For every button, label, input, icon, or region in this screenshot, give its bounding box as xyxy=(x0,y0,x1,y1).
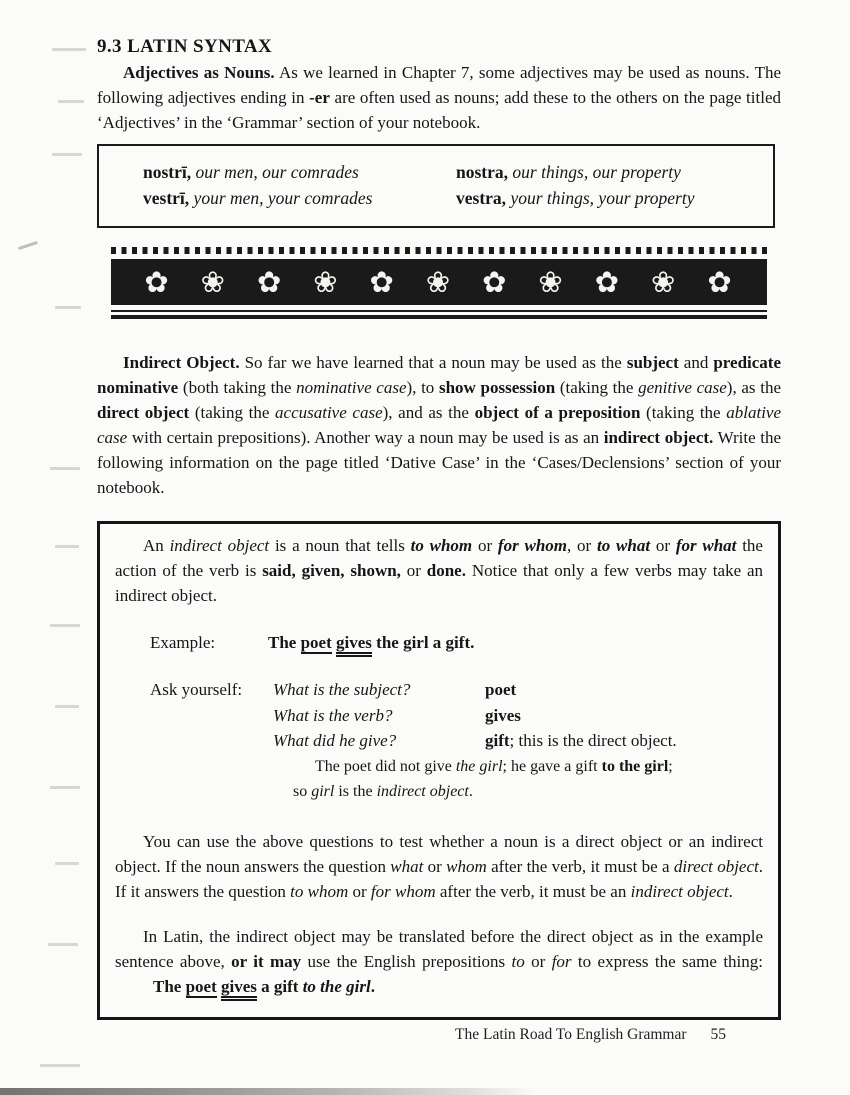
flower-band: ✿❀✿❀✿❀✿❀✿❀✿ xyxy=(111,259,767,305)
dot-row xyxy=(111,247,767,254)
english-gloss: our men, our comrades xyxy=(191,162,359,182)
vocab-entry xyxy=(456,159,765,185)
ask-yourself-block xyxy=(115,677,763,754)
question: What did he give? xyxy=(273,731,397,750)
page-footer xyxy=(455,1026,815,1043)
floral-border-ornament xyxy=(111,247,767,319)
indirect-object-paragraph: Indirect Object. So far we have learned that a noun may be used as the subject and predicate nominative (both taking the nominative case), to show possession (taking the genitive case), as the direct object (taking the accusative case), and as the object of a preposition (taking the ablative case with certain prepositions). Another way a noun may be used is as an indirect object. Write the following information on the page titled ‘Dative Case’ in the ‘Cases/Declensions’ section of your notebook. xyxy=(97,353,782,497)
page-number: 55 xyxy=(710,1026,727,1043)
binder-mark xyxy=(55,306,81,309)
latin-translation-paragraph xyxy=(115,924,763,999)
ask-row xyxy=(273,728,763,754)
answer: gives xyxy=(485,705,521,725)
question: What is the verb? xyxy=(273,705,393,725)
english-gloss: your men, your comrades xyxy=(189,188,373,208)
latin-paragraph-text: In Latin, the indirect object may be translated before the direct object as in the example sentence above, or it may use the English prepositions to or for to express the same thing: xyxy=(115,926,764,971)
binder-mark xyxy=(50,624,80,627)
adjectives-as-nouns-paragraph: Adjectives as Nouns. As we learned in Chapter 7, some adjectives may be used as nouns. The following adjectives ending in -er are often used as nouns; add these to the others on the page titled ‘Adjectives’ in the ‘Grammar’ section of your notebook. xyxy=(97,63,781,132)
latin-word: vestrī, xyxy=(143,188,190,208)
question: What is the subject? xyxy=(273,680,411,699)
example-label: Example: xyxy=(150,633,216,652)
vocabulary-box xyxy=(97,144,775,228)
example-sentence: The poet gives the girl a gift. xyxy=(268,630,474,655)
binder-mark xyxy=(18,241,38,250)
indirect-object-info-box xyxy=(97,521,781,1020)
binder-mark xyxy=(48,943,78,946)
section-heading: 9.3 LATIN SYNTAX xyxy=(97,36,273,57)
ask-row xyxy=(273,703,763,729)
vocab-column-left xyxy=(143,159,456,211)
binder-mark xyxy=(55,705,79,708)
ask-rows xyxy=(273,677,763,754)
latin-word: nostrī, xyxy=(143,162,192,182)
binder-mark xyxy=(55,545,79,548)
answer: poet xyxy=(485,680,517,699)
test-questions-paragraph: You can use the above questions to test whether a noun is a direct object or an indirect object. If the noun answers the question what or whom after the verb, it must be a direct object. If it answers the question to whom or for whom after the verb, it must be an indirect object. xyxy=(115,831,763,901)
example-row xyxy=(150,630,763,655)
binder-mark xyxy=(40,1064,80,1067)
rule-thick xyxy=(111,315,767,319)
answer: gift; this is the direct object. xyxy=(485,731,677,750)
vocab-entry xyxy=(143,159,456,185)
book-title: The Latin Road To English Grammar xyxy=(455,1026,687,1043)
vocab-entry xyxy=(143,185,456,211)
binder-mark xyxy=(50,786,80,789)
binder-mark xyxy=(52,48,86,51)
definition-paragraph: An indirect object is a noun that tells to whom or for whom, or to what or for what the action of the verb is said, given, shown, or done. Notice that only a few verbs may take an indirect object. xyxy=(115,536,763,605)
ask-note-line: The poet did not give the girl; he gave a gift to the girl; xyxy=(315,757,673,775)
binder-mark xyxy=(55,862,79,865)
binder-mark xyxy=(52,153,82,156)
vocab-column-right xyxy=(456,159,765,211)
latin-word: nostra, xyxy=(456,162,509,182)
latin-example-sentence: The poet gives a gift to the girl. xyxy=(153,977,375,1001)
english-gloss: our things, our property xyxy=(508,162,681,182)
binder-mark xyxy=(50,467,80,470)
rule-thin xyxy=(111,310,767,312)
ask-note-line: so girl is the indirect object. xyxy=(293,783,473,800)
english-gloss: your things, your property xyxy=(506,188,695,208)
latin-word: vestra, xyxy=(456,188,507,208)
scan-edge-artifact xyxy=(0,1088,535,1095)
page-content xyxy=(97,0,781,1020)
ask-row xyxy=(273,677,763,703)
binder-mark xyxy=(58,100,84,103)
ask-yourself-label: Ask yourself: xyxy=(150,680,243,699)
vocab-entry xyxy=(456,185,765,211)
